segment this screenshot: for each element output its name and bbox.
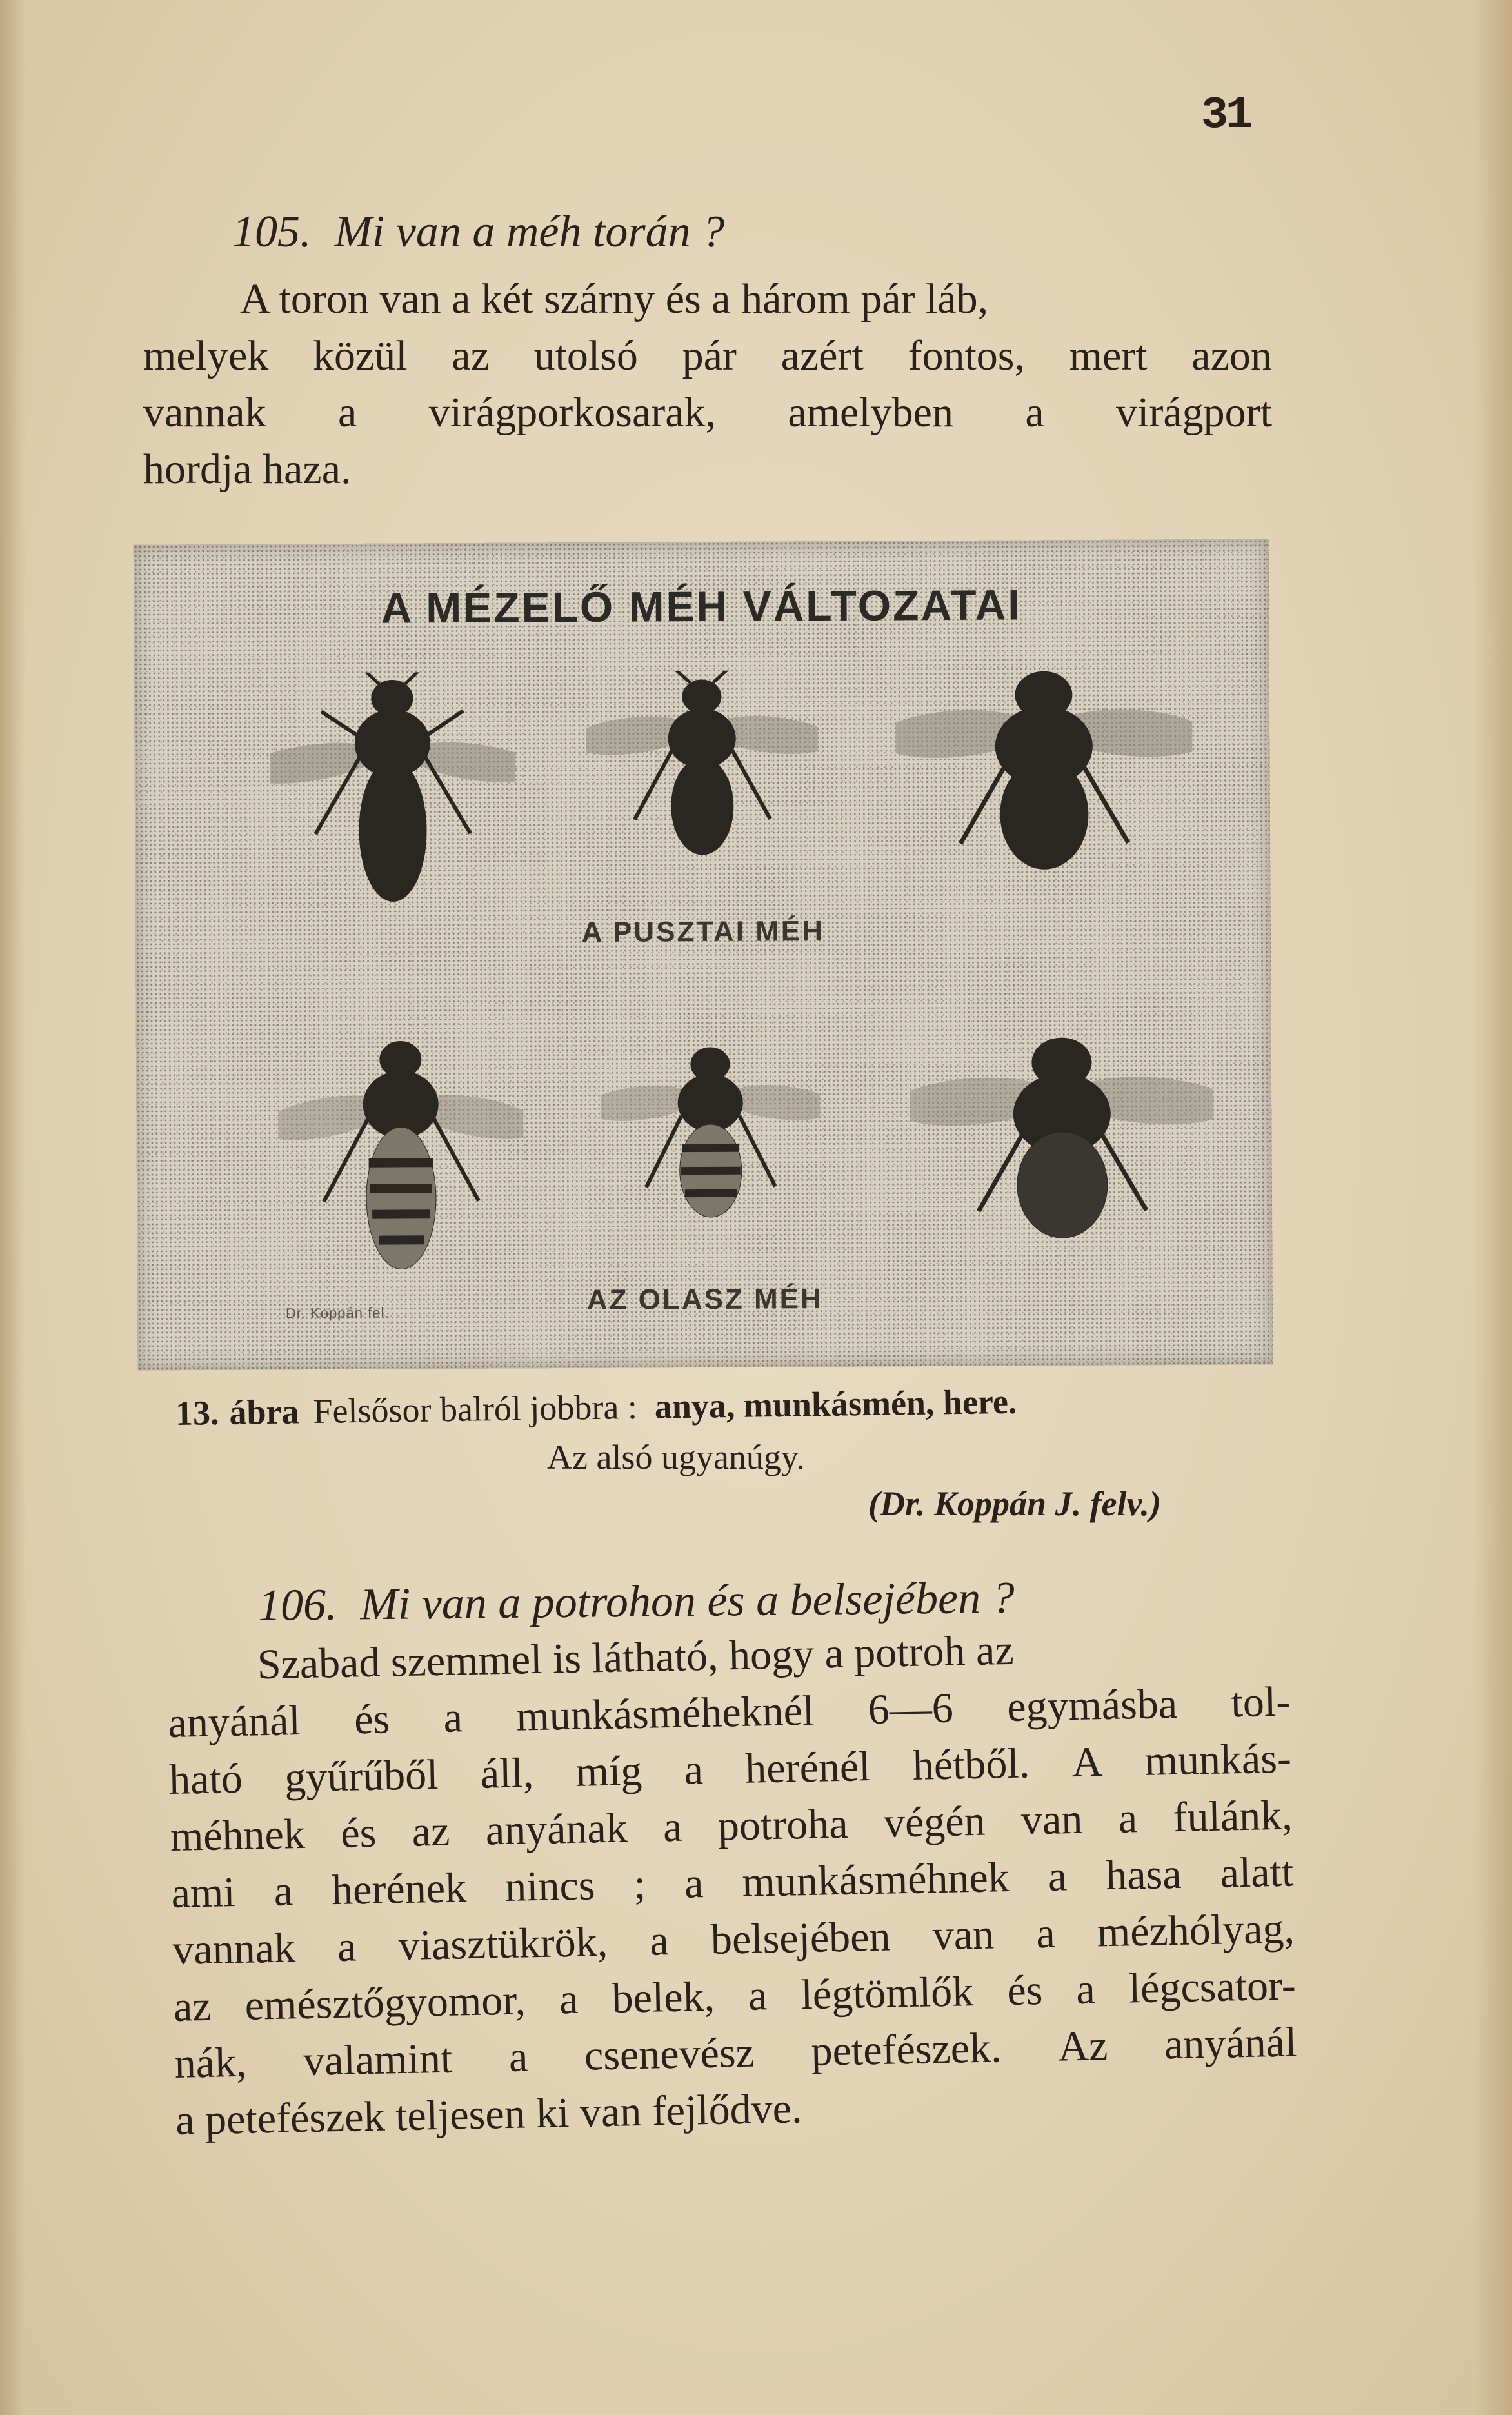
word: ; — [633, 1860, 646, 1909]
word: a — [337, 1923, 357, 1971]
word: a — [1075, 1965, 1096, 2014]
word: herének — [331, 1864, 467, 1914]
word: utolsó — [533, 332, 638, 379]
word: fontos, — [908, 332, 1025, 379]
word: hétből. — [912, 1740, 1030, 1789]
figure-caption-row-label: Felsősor balról jobbra : — [313, 1387, 638, 1431]
word: a — [649, 1917, 670, 1965]
word: potroha — [717, 1800, 849, 1850]
word: herénél — [744, 1743, 871, 1793]
word: anyánál — [167, 1697, 301, 1747]
text-line — [143, 384, 1272, 441]
word: mézhólyag, — [1097, 1905, 1295, 1956]
word: az — [173, 1982, 212, 2031]
word: légtömlők — [800, 1968, 974, 2019]
word: hordja haza. — [143, 446, 352, 493]
figure-caption-order: anya, munkásmén, here. — [654, 1382, 1017, 1426]
text-line — [143, 271, 1272, 328]
word: a — [337, 389, 357, 436]
question-105-heading — [232, 206, 724, 258]
word: petefészek. — [810, 2024, 1002, 2075]
word: ami — [170, 1869, 236, 1917]
word: ható — [168, 1754, 243, 1804]
word: gyűrűből — [284, 1751, 439, 1802]
word: csenevész — [584, 2029, 755, 2080]
word: a — [684, 1860, 704, 1907]
word: azért — [781, 332, 864, 379]
word: munkásméhnek — [741, 1853, 1010, 1906]
question-106-title: Mi van a potrohon és a belsejében ? — [360, 1573, 1015, 1630]
word: anyának — [485, 1804, 628, 1854]
word: és — [340, 1809, 377, 1857]
text-line — [143, 441, 1272, 498]
word: belek, — [611, 1973, 715, 2022]
figure-number: 13. — [175, 1393, 219, 1433]
word: légcsator- — [1128, 1962, 1297, 2013]
word: 6—6 — [867, 1684, 954, 1734]
answer-105-paragraph — [143, 271, 1272, 498]
word: hasa — [1105, 1850, 1182, 1900]
word: fulánk, — [1172, 1791, 1293, 1842]
bee-drone-bottom-image — [910, 1029, 1215, 1250]
word: tol- — [1230, 1678, 1291, 1727]
word: vannak — [143, 389, 266, 436]
bee-drone-top-image — [895, 662, 1193, 882]
word: melyek — [143, 332, 269, 379]
word: virágporkosarak, — [428, 389, 717, 436]
word: belsejében — [710, 1913, 891, 1963]
word: az — [412, 1807, 451, 1856]
word: a — [1025, 389, 1044, 436]
figure-word: ábra — [229, 1392, 299, 1432]
word: az — [452, 332, 490, 379]
word: a — [683, 1746, 704, 1794]
word: amelyben — [788, 389, 953, 436]
page-edge-shadow-left — [0, 0, 26, 2415]
word: alatt — [1219, 1848, 1294, 1897]
word: és — [1006, 1967, 1043, 2015]
word: a — [508, 2033, 528, 2081]
word: a — [273, 1867, 293, 1915]
word: mert — [1069, 332, 1148, 379]
figure-label-steppe-bee: A PUSZTAI MÉH — [581, 915, 825, 948]
word: van — [932, 1911, 995, 1960]
word: A toron van a két szárny és a három pár láb, — [240, 275, 989, 323]
word: Az — [1057, 2022, 1108, 2071]
figure-label-italian-bee: AZ OLASZ MÉH — [586, 1283, 823, 1316]
word: és — [353, 1695, 390, 1744]
question-105-number: 105. — [232, 207, 312, 257]
word: a — [1118, 1794, 1138, 1842]
word: nák, — [174, 2038, 248, 2087]
bee-queen-top-image — [270, 672, 516, 906]
word: a — [1035, 1909, 1056, 1958]
bee-worker-top-image — [586, 670, 819, 878]
bee-variants-photo — [134, 539, 1273, 1370]
word: áll, — [480, 1749, 534, 1798]
bee-queen-bottom-image — [278, 1033, 524, 1279]
word: a — [748, 1972, 768, 2020]
question-105-title: Mi van a méh torán ? — [334, 207, 725, 257]
figure-title: A MÉZELŐ MÉH VÁLTOZATAI — [381, 581, 1022, 632]
word: nincs — [504, 1862, 596, 1911]
word: munkás- — [1144, 1734, 1292, 1785]
word: azon — [1191, 332, 1272, 379]
word: a petefészek teljesen ki van fejlődve. — [175, 2085, 803, 2144]
word: a — [662, 1803, 683, 1851]
word: A — [1071, 1738, 1103, 1787]
word: pár — [682, 332, 737, 379]
word: a — [559, 1975, 579, 2023]
page-edge-shadow-right — [1473, 0, 1512, 2415]
answer-106-paragraph — [166, 1617, 1298, 2149]
page-number: 31 — [1201, 90, 1251, 141]
question-106-number: 106. — [257, 1580, 337, 1631]
bee-worker-bottom-image — [601, 1038, 821, 1246]
word: vannak — [172, 1924, 296, 1974]
word: közül — [312, 332, 408, 379]
word: anyánál — [1164, 2018, 1297, 2069]
word: méhnek — [170, 1810, 306, 1860]
word: van — [1020, 1795, 1083, 1844]
word: emésztőgyomor, — [244, 1976, 526, 2029]
word: munkásméheknél — [515, 1687, 815, 1740]
text-line — [143, 328, 1272, 384]
figure-caption-credit: (Dr. Koppán J. felv.) — [868, 1484, 1161, 1523]
figure-caption-line-1 — [175, 1382, 1017, 1433]
word: viasztükrök, — [398, 1918, 608, 1970]
word: a — [443, 1694, 463, 1742]
word: Szabad szemmel is látható, hogy a potroh az — [257, 1626, 1015, 1689]
word: egymásba — [1006, 1680, 1178, 1731]
figure-photo-credit: Dr. Koppán fel. — [285, 1304, 390, 1322]
word: virágport — [1116, 389, 1272, 436]
question-106-heading — [258, 1573, 1015, 1632]
word: a — [1048, 1853, 1068, 1900]
figure-caption-line-2: Az alsó ugyanúgy. — [547, 1438, 805, 1476]
word: végén — [883, 1797, 986, 1847]
word: valamint — [303, 2034, 453, 2085]
word: míg — [575, 1747, 642, 1796]
